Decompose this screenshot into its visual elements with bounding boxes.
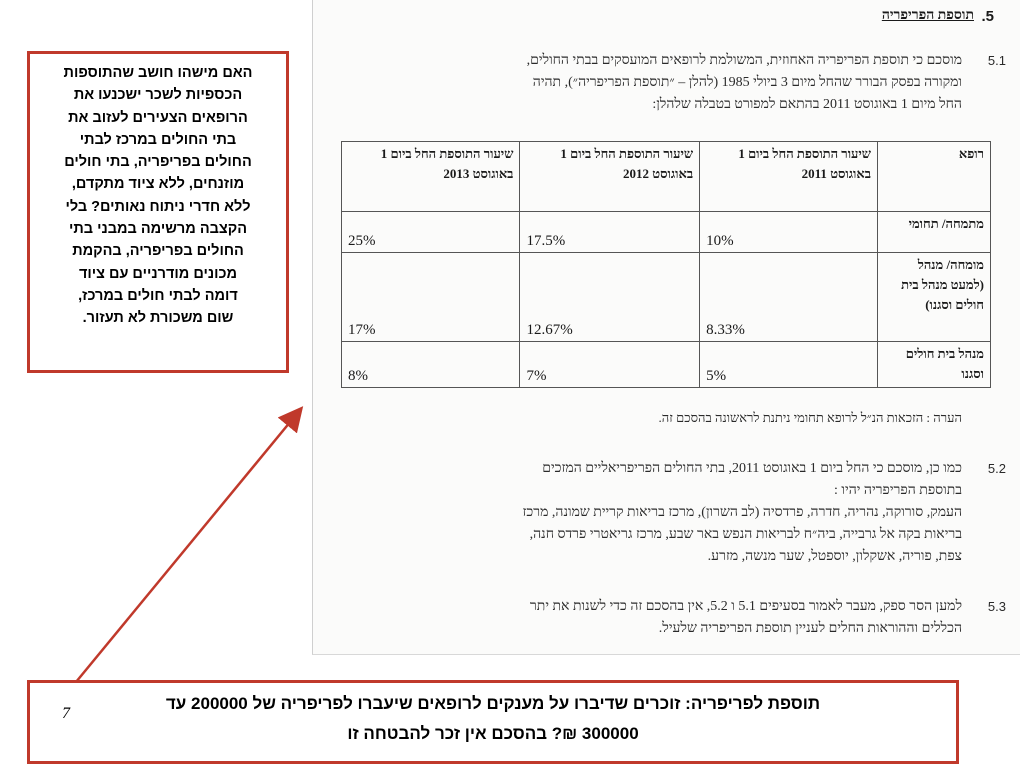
table-cell: 17.5% <box>520 212 700 253</box>
paragraph-5-3 <box>326 596 1006 640</box>
callout-line: שום משכורת לא תעזור. <box>82 310 234 327</box>
paragraph-line: כמו כן, מוסכם כי החל ביום 1 באוגוסט 2011, בתי החולים הפריפריאליים המזכים <box>542 461 962 476</box>
callout-line: החולים בפריפריה, בהקמת <box>72 243 244 260</box>
slide-number: 7 <box>62 705 70 722</box>
table-cell-role: מומחה/ מנהל (למעט מנהל בית חולים וסגנו) <box>878 252 991 341</box>
paragraph-line: הכללים וההוראות החלים לעניין תוספת הפריפריה שלעיל. <box>658 621 962 636</box>
callout-line: הקצבה מרשימה במבני בתי <box>68 221 248 238</box>
table-header: שיעור התוספת החל ביום 1 באוגוסט 2011 <box>700 142 878 212</box>
paragraph-line: בריאות בקה אל גרבייה, ביה״ח לבריאות הנפש באר שבע, מרכז גריאטרי פרדס חנה, <box>529 527 962 542</box>
callout-line: הרופאים הצעירים לעזוב את <box>68 109 248 126</box>
paragraph-5-2 <box>326 458 1006 568</box>
table-header: שיעור התוספת החל ביום 1 באוגוסט 2012 <box>520 142 700 212</box>
table-row <box>342 342 991 388</box>
table-header-row <box>342 142 991 212</box>
table-cell: 7% <box>520 342 700 388</box>
table-cell: 5% <box>700 342 878 388</box>
callout-line: מכונים מודרניים עם ציוד <box>78 265 238 282</box>
callout-line: דומה לבתי חולים במרכז, <box>78 287 238 304</box>
table-header: שיעור התוספת החל ביום 1 באוגוסט 2013 <box>342 142 520 212</box>
table-row <box>342 252 991 341</box>
callout-line: החולים בפריפריה, בתי חולים <box>64 154 252 171</box>
callout-line: מוזנחים, ללא ציוד מתקדם, <box>71 176 245 193</box>
table-header: רופא <box>878 142 991 212</box>
table-cell: 8.33% <box>700 252 878 341</box>
callout-line: ללא חדרי ניתוח נאותים? בלי <box>65 198 251 215</box>
paragraph-line: החל מיום 1 באוגוסט 2011 בהתאם למפורט בטבלה שלהלן: <box>652 97 962 112</box>
section-title: תוספת הפריפריה <box>881 8 974 23</box>
paragraph-line: בתוספת הפריפריה יהיו : <box>834 483 962 498</box>
table-cell: 10% <box>700 212 878 253</box>
table-cell: 12.67% <box>520 252 700 341</box>
callout-line: האם מישהו חושב שהתוספות <box>63 65 253 81</box>
bottom-callout-box <box>27 680 959 764</box>
paragraph-number: 5.2 <box>987 461 1006 476</box>
table-cell-role: מתמחה/ תחומי <box>878 212 991 253</box>
callout-box <box>27 51 289 373</box>
paragraph-line: ומקורה בפסק הבורר שהחל מיום 3 ביולי 1985 (להלן – ״תוספת הפריפריה״), תהיה <box>532 75 962 90</box>
paragraph-5-1 <box>326 50 1006 116</box>
paragraph-line: מוסכם כי תוספת הפריפריה האחוזית, המשולמת לרופאים המועסקים בבתי החולים, <box>526 53 962 68</box>
section-number: .5 <box>981 8 994 25</box>
bottom-line: תוספת לפריפריה: זוכרים שדיברו על מענקים לרופאים שיעברו לפריפריה של 200000 עד <box>165 694 821 713</box>
paragraph-line: העמק, סורוקה, נהריה, חדרה, פרדסיה (לב השרון), מרכז בריאות קריית שמונה, מרכז <box>522 505 962 520</box>
table-row <box>342 212 991 253</box>
paragraph-number: 5.1 <box>987 53 1006 68</box>
bottom-line: 300000 ₪? בהסכם אין זכר להבטחה זו <box>347 724 639 743</box>
table-cell: 8% <box>342 342 520 388</box>
table-note: הערה : הזכאות הנ״ל לרופא תחומי ניתנת לראשונה בהסכם זה. <box>658 410 962 425</box>
periphery-rates-table <box>341 141 991 388</box>
table-cell: 25% <box>342 212 520 253</box>
paragraph-number: 5.3 <box>987 599 1006 614</box>
paragraph-line: צפת, פוריה, אשקלון, יוספטל, שער מנשה, מזרע. <box>707 549 962 564</box>
scanned-document <box>312 0 1020 655</box>
table-cell-role: מנהל בית חולים וסגנו <box>878 342 991 388</box>
paragraph-line: למען הסר ספק, מעבר לאמור בסעיפים 5.1 ו 5.2, אין בהסכם זה כדי לשנות את יתר <box>529 599 962 614</box>
callout-line: בתי החולים במרכז לבתי <box>79 131 237 148</box>
table-cell: 17% <box>342 252 520 341</box>
callout-line: הכספיות לשכר ישכנעו את <box>73 87 243 104</box>
